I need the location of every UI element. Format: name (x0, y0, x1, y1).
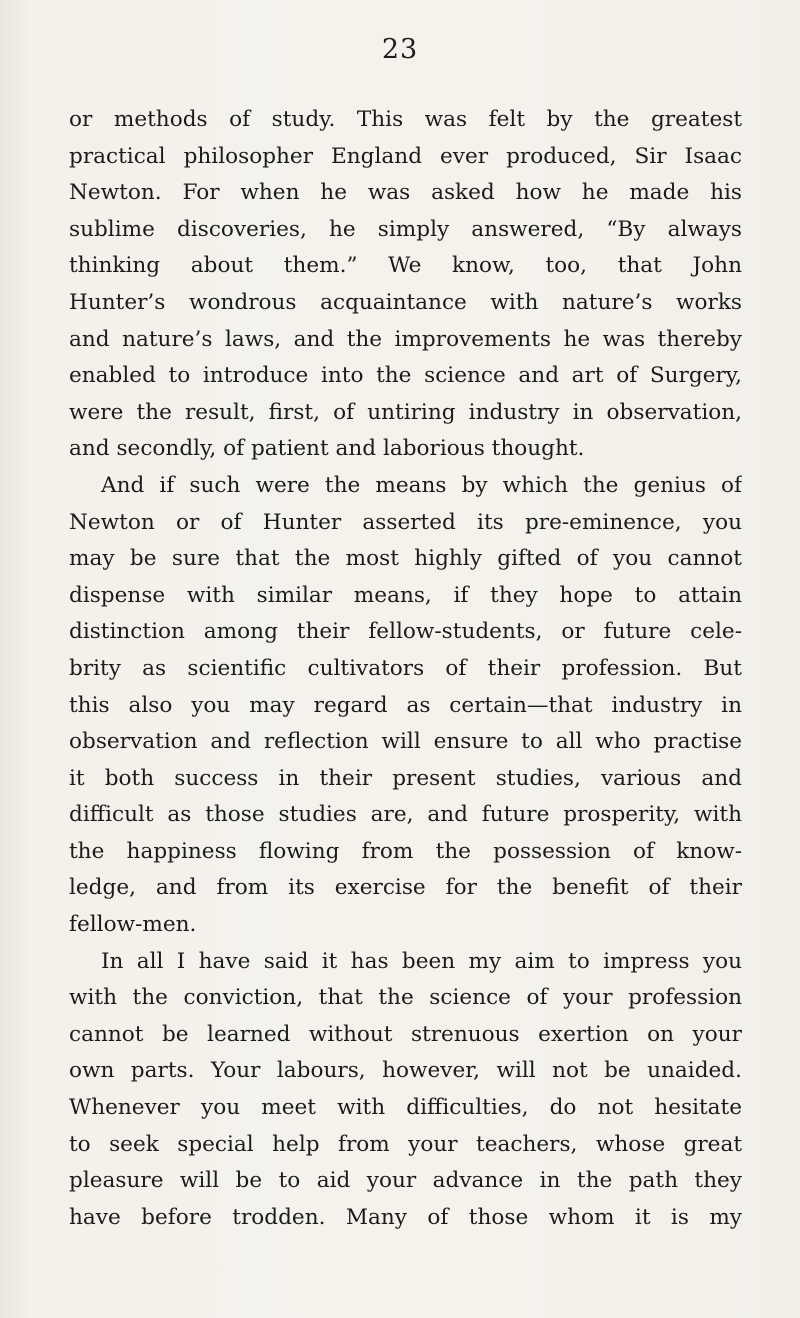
text-line: Newton or of Hunter asserted its pre-eminence, you (69, 509, 742, 535)
text-line: ledge, and from its exercise for the benefit of their (69, 875, 742, 901)
text-line: practical philosopher England ever produced, Sir Isaac (69, 143, 742, 169)
text-line: this also you may regard as certain—that industry in (69, 692, 742, 718)
text-line: And if such were the means by which the genius of (101, 472, 742, 498)
text-line: with the conviction, that the science of your profession (69, 985, 742, 1011)
text-line: Newton. For when he was asked how he made his (69, 180, 742, 206)
text-line: own parts. Your labours, however, will not be unaided. (69, 1058, 742, 1084)
text-line: observation and reflection will ensure to all who practise (69, 729, 742, 755)
text-line: the happiness flowing from the possession of know- (69, 838, 742, 864)
text-line: and nature’s laws, and the improvements he was thereby (69, 326, 742, 352)
text-line: pleasure will be to aid your advance in the path they (69, 1168, 742, 1194)
text-line: were the result, first, of untiring industry in observation, (69, 399, 742, 425)
body-text (69, 102, 742, 1236)
page-number: 23 (381, 34, 419, 65)
paragraph (69, 468, 742, 944)
text-line: cannot be learned without strenuous exertion on your (69, 1021, 742, 1047)
text-line: brity as scientific cultivators of their profession. But (69, 655, 742, 681)
text-line: Whenever you meet with difficulties, do not hesitate (69, 1095, 742, 1121)
text-line: to seek special help from your teachers, whose great (69, 1131, 742, 1157)
text-line: distinction among their fellow-students, or future cele- (69, 619, 742, 645)
text-line: Hunter’s wondrous acquaintance with nature’s works (69, 289, 742, 315)
paragraph (69, 944, 742, 1237)
text-line: dispense with similar means, if they hope to attain (69, 582, 742, 608)
text-line: it both success in their present studies, various and (69, 765, 742, 791)
text-line: difficult as those studies are, and future prosperity, with (69, 802, 742, 828)
text-line: sublime discoveries, he simply answered, “By always (69, 216, 742, 242)
paragraph (69, 102, 742, 468)
text-line: have before trodden. Many of those whom it is my (69, 1204, 742, 1230)
text-line: and secondly, of patient and laborious thought. (69, 436, 585, 462)
text-line: fellow-men. (69, 912, 197, 938)
text-line: enabled to introduce into the science and art of Surgery, (69, 363, 742, 389)
text-line: thinking about them.” We know, too, that John (69, 253, 742, 279)
text-line: or methods of study. This was felt by the greatest (69, 107, 742, 132)
text-line: may be sure that the most highly gifted of you cannot (69, 546, 742, 572)
text-line: In all I have said it has been my aim to impress you (101, 948, 742, 974)
